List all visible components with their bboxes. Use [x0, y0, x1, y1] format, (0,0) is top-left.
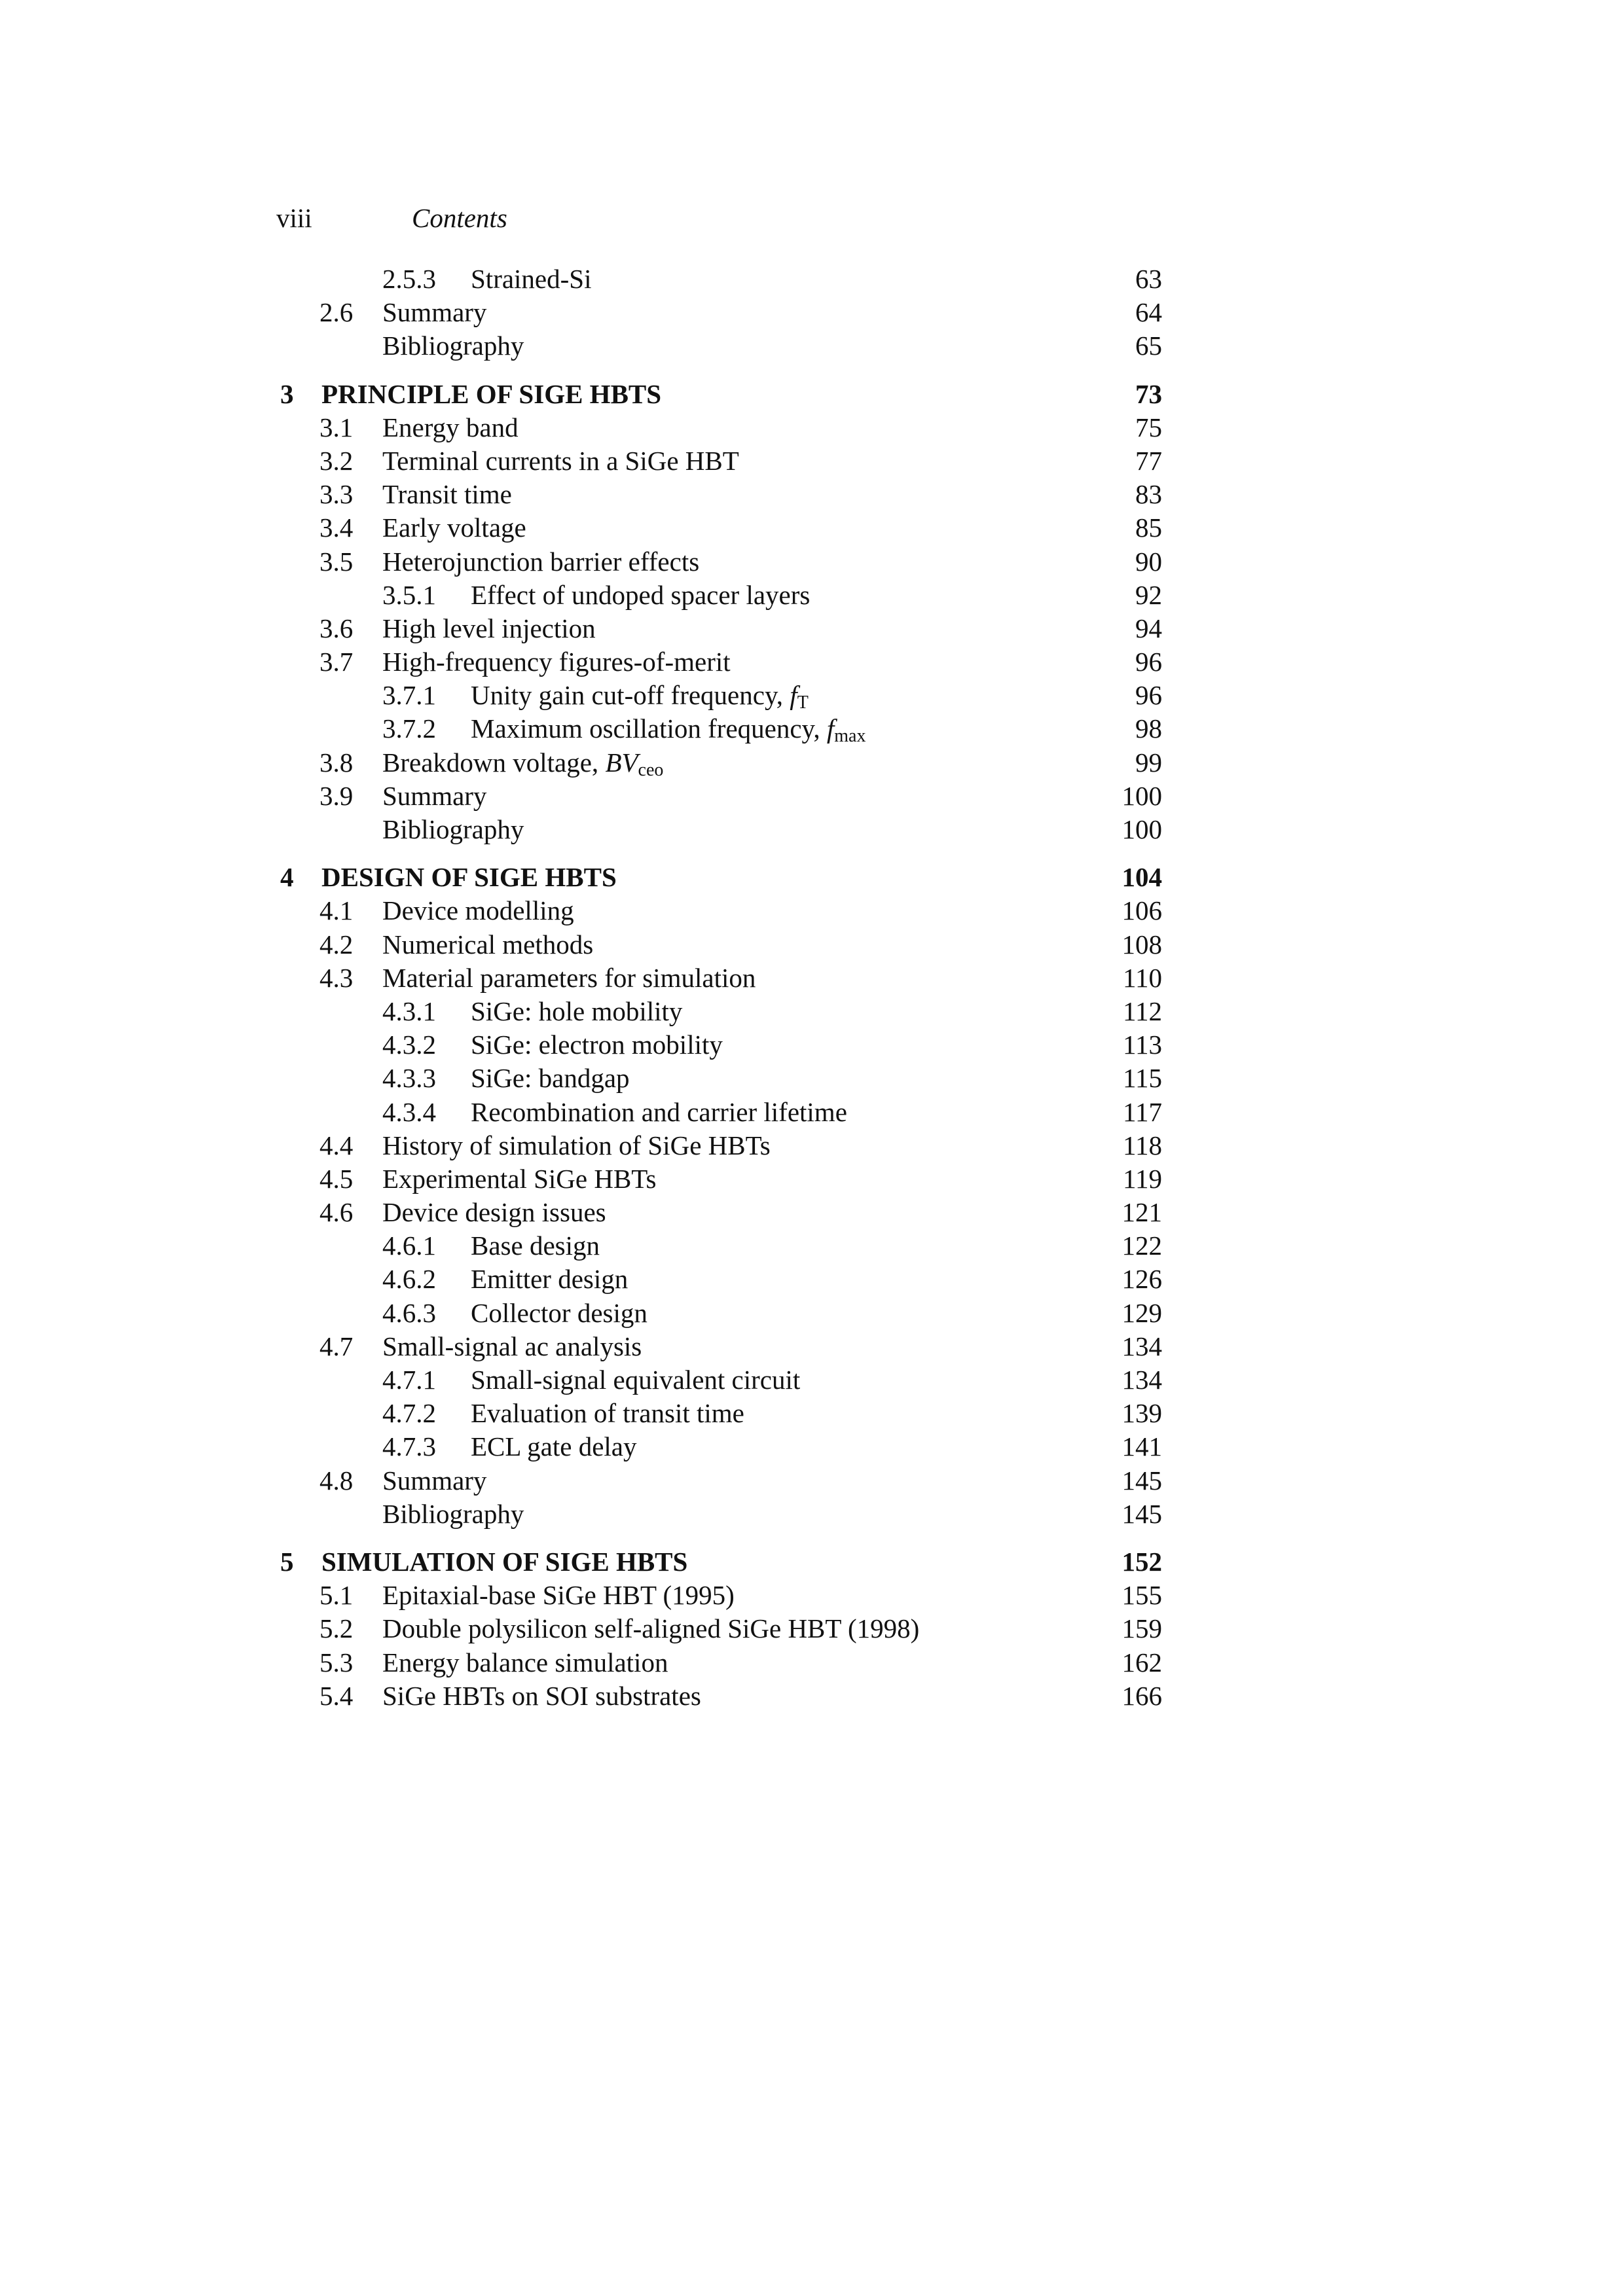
entry-title-text: Evaluation of transit time — [471, 1398, 744, 1429]
entry-number: 4.5 — [319, 1163, 354, 1194]
toc-section-entry[interactable] — [0, 444, 1623, 478]
entry-page-number: 139 — [1122, 1398, 1162, 1429]
entry-page-number: 64 — [1135, 297, 1162, 328]
entry-number: 3.8 — [319, 747, 354, 778]
entry-page-number: 134 — [1122, 1331, 1162, 1361]
toc-subsection-entry[interactable] — [0, 712, 1623, 745]
entry-title-text: Energy band — [382, 412, 519, 442]
entry-number: 4.3.4 — [382, 1096, 436, 1127]
entry-title — [382, 961, 756, 995]
entry-number: 4.7.1 — [382, 1365, 436, 1395]
entry-number: 3.1 — [319, 412, 354, 442]
entry-title — [382, 1498, 524, 1531]
entry-number: 4.6.3 — [382, 1297, 436, 1328]
entry-title — [471, 995, 682, 1028]
entry-page-number: 121 — [1122, 1197, 1162, 1228]
entry-page-number: 75 — [1135, 412, 1162, 442]
toc-section-entry[interactable] — [0, 1679, 1623, 1713]
entry-title-text: PRINCIPLE OF SIGE HBTS — [321, 378, 662, 409]
toc-chapter-entry[interactable] — [0, 861, 1623, 894]
entry-number: 4 — [280, 862, 294, 893]
entry-page-number: 119 — [1123, 1163, 1162, 1194]
toc-section-entry[interactable] — [0, 645, 1623, 679]
math-symbol: f — [790, 680, 797, 711]
entry-title-text: SiGe: hole mobility — [471, 996, 683, 1026]
entry-title — [471, 1297, 647, 1330]
entry-page-number: 145 — [1122, 1498, 1162, 1529]
entry-title-text: Strained-Si — [471, 264, 592, 294]
entry-title — [321, 1545, 687, 1579]
toc-section-entry[interactable] — [0, 511, 1623, 545]
entry-title — [471, 1263, 628, 1296]
entry-title — [382, 478, 512, 511]
entry-title-text: Small-signal ac analysis — [382, 1331, 642, 1361]
toc-section-entry[interactable] — [0, 1330, 1623, 1363]
toc-subsection-entry[interactable] — [0, 1096, 1623, 1129]
entry-title-text: Experimental SiGe HBTs — [382, 1163, 657, 1194]
entry-title — [382, 1646, 668, 1679]
entry-page-number: 112 — [1123, 996, 1162, 1026]
entry-number: 3.9 — [319, 780, 354, 811]
toc-section-entry[interactable] — [0, 296, 1623, 329]
entry-title-text: Summary — [382, 297, 487, 328]
toc-subsection-entry[interactable] — [0, 1430, 1623, 1463]
entry-title — [471, 262, 591, 296]
toc-chapter-entry[interactable] — [0, 1545, 1623, 1579]
entry-page-number: 94 — [1135, 613, 1162, 643]
entry-title-text: Unity gain cut-off frequency, — [471, 680, 790, 711]
entry-page-number: 98 — [1135, 713, 1162, 744]
entry-number: 4.4 — [319, 1130, 354, 1160]
entry-title-text: Device modelling — [382, 895, 574, 926]
entry-page-number: 104 — [1122, 862, 1162, 893]
entry-title-text: Effect of undoped spacer layers — [471, 579, 811, 610]
entry-title-text: Energy balance simulation — [382, 1647, 668, 1677]
toc-subsection-entry[interactable] — [0, 995, 1623, 1028]
entry-title-text: Double polysilicon self-aligned SiGe HBT (1998) — [382, 1613, 920, 1644]
entry-page-number: 117 — [1123, 1096, 1162, 1127]
entry-page-number: 162 — [1122, 1647, 1162, 1677]
entry-number: 4.6.2 — [382, 1264, 436, 1295]
entry-title-text: Recombination and carrier lifetime — [471, 1096, 847, 1127]
entry-page-number: 141 — [1122, 1431, 1162, 1462]
entry-title — [471, 1363, 800, 1397]
entry-title-text: Bibliography — [382, 331, 524, 361]
entry-title-text: Numerical methods — [382, 929, 594, 960]
running-title: Contents — [412, 203, 507, 233]
entry-title-text: Summary — [382, 780, 487, 811]
entry-title — [382, 1330, 642, 1363]
entry-title-text: Device design issues — [382, 1197, 606, 1228]
toc-section-entry[interactable] — [0, 961, 1623, 995]
entry-title-text: High-frequency figures-of-merit — [382, 647, 731, 677]
entry-title-text: Summary — [382, 1465, 487, 1496]
entry-number: 4.6.1 — [382, 1230, 436, 1261]
entry-title — [382, 1612, 919, 1645]
entry-title-text: Epitaxial-base SiGe HBT (1995) — [382, 1580, 735, 1611]
entry-page-number: 92 — [1135, 579, 1162, 610]
toc-section-entry[interactable] — [0, 329, 1623, 363]
math-symbol: BV — [605, 747, 638, 778]
entry-title — [471, 1062, 630, 1095]
entry-number: 3.3 — [319, 479, 354, 510]
entry-number: 5 — [280, 1546, 294, 1577]
entry-title-text: Bibliography — [382, 1498, 524, 1529]
entry-number: 4.7.2 — [382, 1398, 436, 1429]
entry-title-text: SiGe HBTs on SOI substrates — [382, 1680, 701, 1711]
entry-number: 3.7.1 — [382, 680, 436, 711]
entry-number: 4.7.3 — [382, 1431, 436, 1462]
entry-page-number: 152 — [1122, 1546, 1162, 1577]
entry-page-number: 122 — [1122, 1230, 1162, 1261]
toc-subsection-entry[interactable] — [0, 579, 1623, 612]
toc-section-entry[interactable] — [0, 894, 1623, 927]
entry-title-text: Maximum oscillation frequency, — [471, 713, 827, 744]
entry-number: 3.7 — [319, 647, 354, 677]
entry-page-number: 83 — [1135, 479, 1162, 510]
entry-title-text: ECL gate delay — [471, 1431, 637, 1462]
toc-subsection-entry[interactable] — [0, 1263, 1623, 1296]
entry-title-text: Collector design — [471, 1297, 647, 1328]
toc-section-entry[interactable] — [0, 746, 1623, 780]
toc-section-entry[interactable] — [0, 478, 1623, 511]
entry-title — [382, 1129, 771, 1162]
entry-number: 2.6 — [319, 297, 354, 328]
entry-title — [382, 645, 731, 679]
entry-number: 3.5 — [319, 546, 354, 577]
entry-title-text: Small-signal equivalent circuit — [471, 1365, 801, 1395]
entry-page-number: 100 — [1122, 780, 1162, 811]
entry-title — [382, 296, 486, 329]
entry-number: 3.4 — [319, 512, 354, 543]
toc-section-entry[interactable] — [0, 1129, 1623, 1162]
entry-number: 5.1 — [319, 1580, 354, 1611]
entry-title — [382, 780, 486, 813]
entry-page-number: 129 — [1122, 1297, 1162, 1328]
entry-title-text: SiGe: electron mobility — [471, 1030, 723, 1060]
entry-page-number: 77 — [1135, 445, 1162, 476]
entry-number: 4.1 — [319, 895, 354, 926]
toc-section-entry[interactable] — [0, 612, 1623, 645]
toc-chapter-entry[interactable] — [0, 378, 1623, 411]
entry-number: 3.5.1 — [382, 579, 436, 610]
entry-number: 4.7 — [319, 1331, 354, 1361]
entry-page-number: 145 — [1122, 1465, 1162, 1496]
entry-number: 4.3.1 — [382, 996, 436, 1026]
entry-title-text: DESIGN OF SIGE HBTS — [321, 862, 617, 893]
entry-title — [382, 1196, 606, 1229]
entry-page-number: 100 — [1122, 814, 1162, 844]
entry-page-number: 110 — [1123, 962, 1162, 993]
entry-title-text: Material parameters for simulation — [382, 962, 756, 993]
toc-section-entry[interactable] — [0, 411, 1623, 444]
toc-section-entry[interactable] — [0, 1196, 1623, 1229]
toc-section-entry[interactable] — [0, 545, 1623, 579]
entry-title — [471, 1229, 600, 1263]
math-subscript: ceo — [638, 759, 664, 780]
entry-number: 4.3 — [319, 962, 354, 993]
toc-section-entry[interactable] — [0, 780, 1623, 813]
entry-title — [471, 1096, 847, 1129]
entry-page-number: 113 — [1123, 1030, 1162, 1060]
entry-title-text: Transit time — [382, 479, 512, 510]
entry-page-number: 63 — [1135, 264, 1162, 294]
entry-title — [321, 378, 661, 411]
toc-section-entry[interactable] — [0, 813, 1623, 846]
entry-title — [382, 894, 574, 927]
entry-title — [382, 329, 524, 363]
entry-number: 4.8 — [319, 1465, 354, 1496]
entry-number: 4.3.3 — [382, 1063, 436, 1094]
entry-title — [382, 1679, 701, 1713]
entry-title — [382, 612, 596, 645]
entry-page-number: 73 — [1135, 378, 1162, 409]
toc-subsection-entry[interactable] — [0, 1229, 1623, 1263]
entry-title — [471, 1028, 723, 1062]
running-header — [276, 202, 1167, 235]
entry-page-number: 126 — [1122, 1264, 1162, 1295]
entry-number: 5.4 — [319, 1680, 354, 1711]
toc-subsection-entry[interactable] — [0, 1062, 1623, 1095]
entry-page-number: 85 — [1135, 512, 1162, 543]
entry-page-number: 166 — [1122, 1680, 1162, 1711]
entry-number: 2.5.3 — [382, 264, 436, 294]
entry-title — [382, 545, 699, 579]
toc-section-entry[interactable] — [0, 1612, 1623, 1645]
entry-title — [382, 1464, 486, 1498]
entry-page-number: 115 — [1123, 1063, 1162, 1094]
entry-title — [382, 444, 739, 478]
entry-title-text: High level injection — [382, 613, 596, 643]
entry-title — [382, 411, 519, 444]
entry-title-text: SIMULATION OF SIGE HBTS — [321, 1546, 688, 1577]
entry-title — [471, 579, 810, 612]
entry-page-number: 134 — [1122, 1365, 1162, 1395]
entry-number: 3.2 — [319, 445, 354, 476]
entry-title — [382, 511, 526, 545]
entry-number: 4.2 — [319, 929, 354, 960]
math-subscript: max — [834, 726, 866, 747]
toc-section-entry[interactable] — [0, 1579, 1623, 1612]
toc-subsection-entry[interactable] — [0, 262, 1623, 296]
toc-subsection-entry[interactable] — [0, 1028, 1623, 1062]
entry-title — [382, 1579, 735, 1612]
entry-page-number: 108 — [1122, 929, 1162, 960]
entry-number: 3 — [280, 378, 294, 409]
entry-number: 4.6 — [319, 1197, 354, 1228]
entry-number: 3.7.2 — [382, 713, 436, 744]
entry-number: 5.2 — [319, 1613, 354, 1644]
entry-title — [382, 928, 593, 961]
entry-title-text: History of simulation of SiGe HBTs — [382, 1130, 771, 1160]
entry-page-number: 90 — [1135, 546, 1162, 577]
entry-page-number: 159 — [1122, 1613, 1162, 1644]
entry-title — [471, 1397, 744, 1430]
entry-title-text: Heterojunction barrier effects — [382, 546, 700, 577]
math-symbol: f — [826, 713, 835, 744]
entry-title — [382, 813, 524, 846]
toc-subsection-entry[interactable] — [0, 1297, 1623, 1330]
toc-section-entry[interactable] — [0, 1498, 1623, 1531]
toc-section-entry[interactable] — [0, 928, 1623, 961]
entry-number: 5.3 — [319, 1647, 354, 1677]
entry-page-number: 99 — [1135, 747, 1162, 778]
entry-title-text: Early voltage — [382, 512, 526, 543]
page-number: viii — [276, 203, 312, 233]
entry-title — [471, 1430, 637, 1463]
toc-section-entry[interactable] — [0, 1162, 1623, 1196]
entry-page-number: 106 — [1122, 895, 1162, 926]
entry-page-number: 96 — [1135, 647, 1162, 677]
entry-title-text: Base design — [471, 1230, 600, 1261]
entry-page-number: 65 — [1135, 331, 1162, 361]
toc-subsection-entry[interactable] — [0, 679, 1623, 712]
entry-title-text: Emitter design — [471, 1264, 629, 1295]
entry-title-text: Bibliography — [382, 814, 524, 844]
entry-title — [382, 1162, 656, 1196]
entry-title-text: Terminal currents in a SiGe HBT — [382, 445, 739, 476]
table-of-contents — [0, 262, 1623, 1713]
entry-number: 4.3.2 — [382, 1030, 436, 1060]
entry-title-text: Breakdown voltage, — [382, 747, 606, 778]
entry-title — [321, 861, 617, 894]
math-subscript: T — [797, 692, 809, 713]
entry-page-number: 96 — [1135, 680, 1162, 711]
toc-section-entry[interactable] — [0, 1464, 1623, 1498]
entry-page-number: 118 — [1123, 1130, 1162, 1160]
toc-subsection-entry[interactable] — [0, 1397, 1623, 1430]
entry-page-number: 155 — [1122, 1580, 1162, 1611]
entry-number: 3.6 — [319, 613, 354, 643]
toc-subsection-entry[interactable] — [0, 1363, 1623, 1397]
toc-section-entry[interactable] — [0, 1646, 1623, 1679]
entry-title-text: SiGe: bandgap — [471, 1063, 630, 1094]
